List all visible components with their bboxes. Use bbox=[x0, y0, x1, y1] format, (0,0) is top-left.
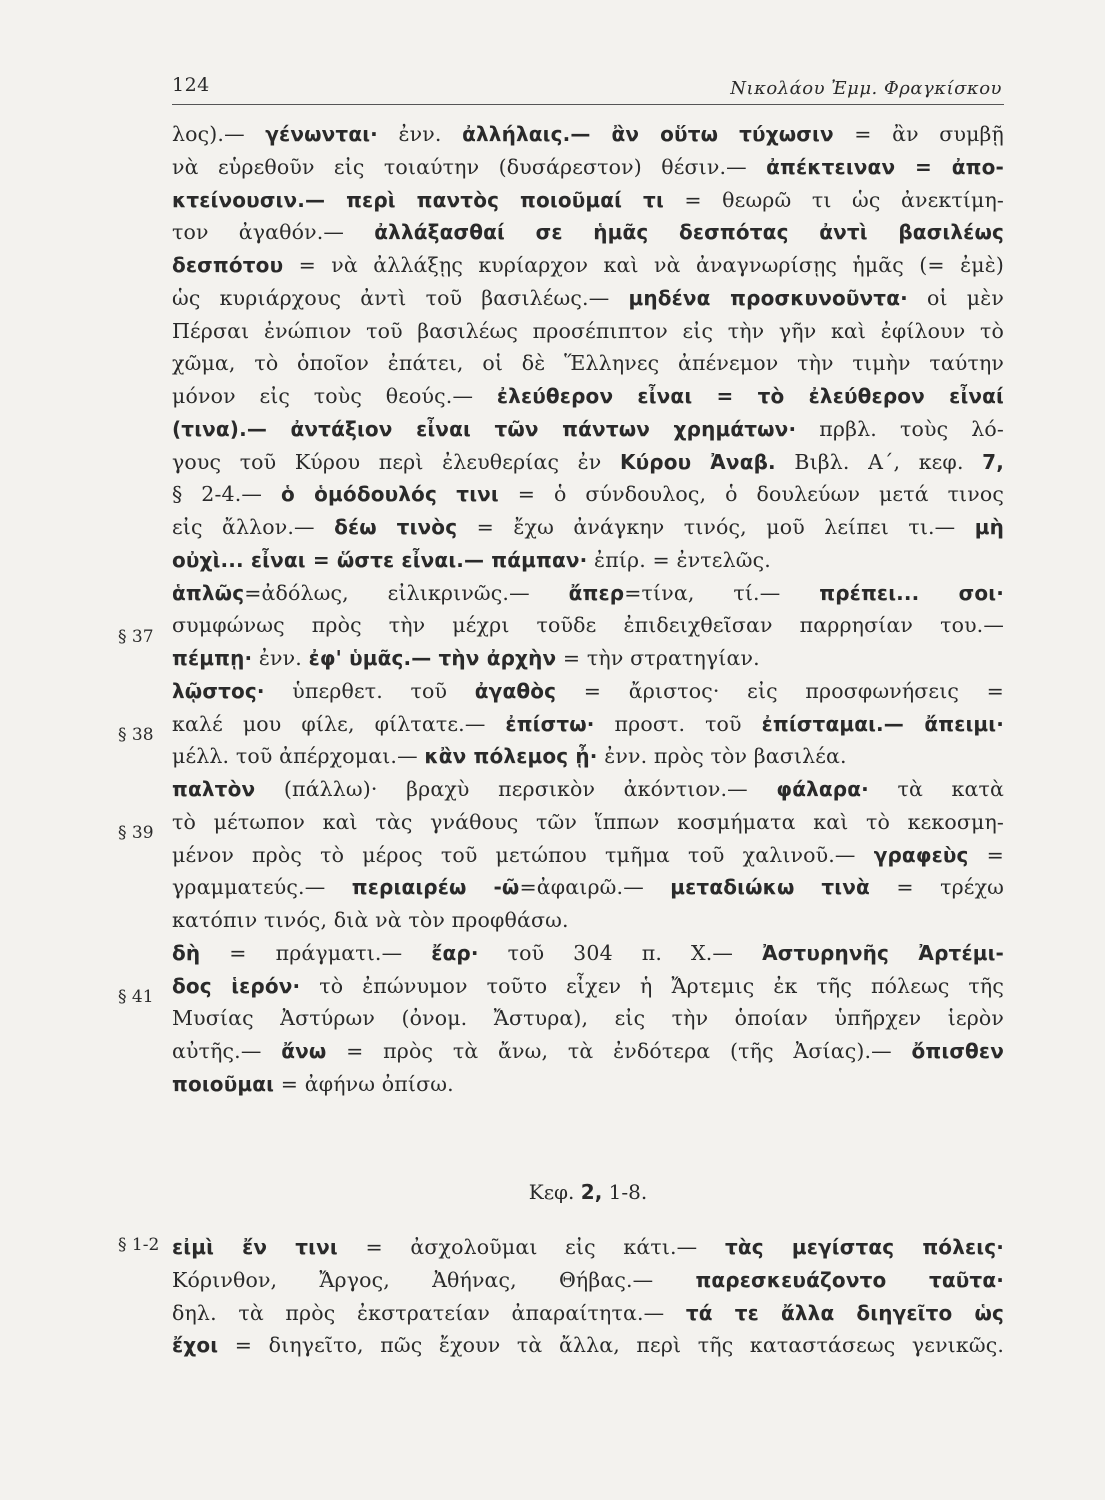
text-line: λῷστος· ὑπερθετ. τοῦ ἀγαθὸς = ἄριστος· εἰς προσφωνήσεις = bbox=[172, 678, 1004, 703]
chapter-heading bbox=[172, 1180, 1004, 1204]
text-line: εἰς ἄλλον.— δέω τινὸς = ἔχω ἀνάγκην τινός, μοῦ λείπει τι.— μὴ bbox=[172, 515, 1004, 539]
page-header bbox=[172, 74, 1004, 105]
section-ref-37: § 37 bbox=[118, 627, 154, 647]
chapter-number: 2, bbox=[580, 1180, 603, 1204]
text-line: ἁπλῶς=ἀδόλως, εἰλικρινῶς.— ἄπερ=τίνα, τί.— πρέπει... σοι· bbox=[172, 580, 1004, 605]
text-line: (τινα).— ἀντάξιον εἶναι τῶν πάντων χρημάτων· πρβλ. τοὺς λό- bbox=[172, 416, 1004, 441]
text-line: Κόρινθον, Ἄργος, Ἀθήνας, Θήβας.— παρεσκευάζοντο ταῦτα· bbox=[172, 1267, 1004, 1292]
commentary-block-2 bbox=[172, 1231, 1004, 1362]
text-line: δηλ. τὰ πρὸς ἐκστρατείαν ἀπαραίτητα.— τά τε ἄλλα διηγεῖτο ὡς bbox=[172, 1300, 1004, 1325]
chapter-range: 1-8. bbox=[608, 1180, 648, 1204]
text-line: κτείνουσιν.— περὶ παντὸς ποιοῦμαί τι = θεωρῶ τι ὡς ἀνεκτίμη- bbox=[172, 187, 1004, 212]
text-line: τον ἀγαθόν.— ἀλλάξασθαί σε ἡμᾶς δεσπότας ἀντὶ βασιλέως bbox=[172, 220, 1004, 245]
page-number: 124 bbox=[172, 74, 210, 96]
text-line: δὴ = πράγματι.— ἔαρ· τοῦ 304 π. Χ.— Ἀστυρηνῆς Ἀρτέμι- bbox=[172, 940, 1004, 965]
text-line: χῶμα, τὸ ὁποῖον ἐπάτει, οἱ δὲ Ἕλληνες ἀπένεμον τὴν τιμὴν ταύτην bbox=[172, 351, 1004, 376]
text-line: αὐτῆς.— ἄνω = πρὸς τὰ ἄνω, τὰ ἐνδότερα (τῆς Ἀσίας).— ὄπισθεν bbox=[172, 1039, 1004, 1063]
text-line: εἰμὶ ἔν τινι = ἀσχολοῦμαι εἰς κάτι.— τὰς μεγίστας πόλεις· bbox=[172, 1235, 1004, 1259]
text-line: § 2-4.— ὁ ὁμόδουλός τινι = ὁ σύνδουλος, ὁ δουλεύων μετά τινος bbox=[172, 482, 1004, 507]
section-ref-39: § 39 bbox=[118, 823, 154, 843]
text-line: ἔχοι = διηγεῖτο, πῶς ἔχουν τὰ ἄλλα, περὶ τῆς καταστάσεως γενικῶς. bbox=[172, 1333, 1004, 1358]
section-ref-41: § 41 bbox=[118, 987, 154, 1007]
text-line: πέμπῃ· ἐνν. ἐφ' ὑμᾶς.— τὴν ἀρχὴν = τὴν στρατηγίαν. bbox=[172, 646, 760, 670]
text-line: δεσπότου = νὰ ἀλλάξῃς κυρίαρχον καὶ νὰ ἀναγνωρίσῃς ἡμᾶς (= ἐμὲ) bbox=[172, 253, 1004, 277]
text-line: Μυσίας Ἀστύρων (ὀνομ. Ἄστυρα), εἰς τὴν ὁποίαν ὑπῆρχεν ἱερὸν bbox=[172, 1006, 1004, 1031]
text-line: νὰ εὑρεθοῦν εἰς τοιαύτην (δυσάρεστον) θέσιν.— ἀπέκτειναν = ἀπο- bbox=[172, 154, 1004, 179]
text-line: ποιοῦμαι = ἀφήνω ὀπίσω. bbox=[172, 1071, 454, 1096]
commentary-block-1 bbox=[172, 118, 1004, 1101]
text-line: μένον πρὸς τὸ μέρος τοῦ μετώπου τμῆμα τοῦ χαλινοῦ.— γραφεὺς = bbox=[172, 842, 1004, 867]
text-line: ὡς κυριάρχους ἀντὶ τοῦ βασιλέως.— μηδένα προσκυνοῦντα· οἱ μὲν bbox=[172, 285, 1004, 310]
text-line: δος ἱερόν· τὸ ἐπώνυμον τοῦτο εἶχεν ἡ Ἄρτεμις ἐκ τῆς πόλεως τῆς bbox=[172, 973, 1004, 998]
running-head: Νικολάου Ἐμμ. Φραγκίσκου bbox=[730, 78, 1002, 99]
text-line: συμφώνως πρὸς τὴν μέχρι τοῦδε ἐπιδειχθεῖσαν παρρησίαν του.— bbox=[172, 613, 1004, 638]
text-line: μέλλ. τοῦ ἀπέρχομαι.— κἂν πόλεμος ᾖ· ἐνν. πρὸς τὸν βασιλέα. bbox=[172, 744, 847, 769]
text-line: γους τοῦ Κύρου περὶ ἐλευθερίας ἐν Κύρου Ἀναβ. Βιβλ. Α΄, κεφ. 7, bbox=[172, 449, 1004, 474]
section-ref-1-2: § 1-2 bbox=[118, 1235, 160, 1255]
text-line: λος).— γένωνται· ἐνν. ἀλλήλαις.— ἂν οὕτω τύχωσιν = ἂν συμβῇ bbox=[172, 122, 1004, 146]
text-line: κατόπιν τινός, διὰ νὰ τὸν προφθάσω. bbox=[172, 908, 569, 932]
text-line: Πέρσαι ἐνώπιον τοῦ βασιλέως προσέπιπτον εἰς τὴν γῆν καὶ ἐφίλουν τὸ bbox=[172, 318, 1004, 343]
text-line: μόνον εἰς τοὺς θεούς.— ἐλεύθερον εἶναι = τὸ ἐλεύθερον εἶναί bbox=[172, 384, 1004, 408]
text-line: καλέ μου φίλε, φίλτατε.— ἐπίστω· προστ. τοῦ ἐπίσταμαι.— ἄπειμι· bbox=[172, 711, 1004, 736]
text-line: οὐχὶ... εἶναι = ὥστε εἶναι.— πάμπαν· ἐπίρ. = ἐντελῶς. bbox=[172, 547, 771, 572]
text-line: παλτὸν (πάλλω)· βραχὺ περσικὸν ἀκόντιον.— φάλαρα· τὰ κατὰ bbox=[172, 777, 1004, 801]
text-line: γραμματεύς.— περιαιρέω -ῶ=ἀφαιρῶ.— μεταδιώκω τινὰ = τρέχω bbox=[172, 875, 1004, 900]
section-ref-38: § 38 bbox=[118, 725, 154, 745]
chapter-label: Κεφ. bbox=[528, 1180, 575, 1204]
text-line: τὸ μέτωπον καὶ τὰς γνάθους τῶν ἵππων κοσμήματα καὶ τὸ κεκοσμη- bbox=[172, 809, 1004, 834]
